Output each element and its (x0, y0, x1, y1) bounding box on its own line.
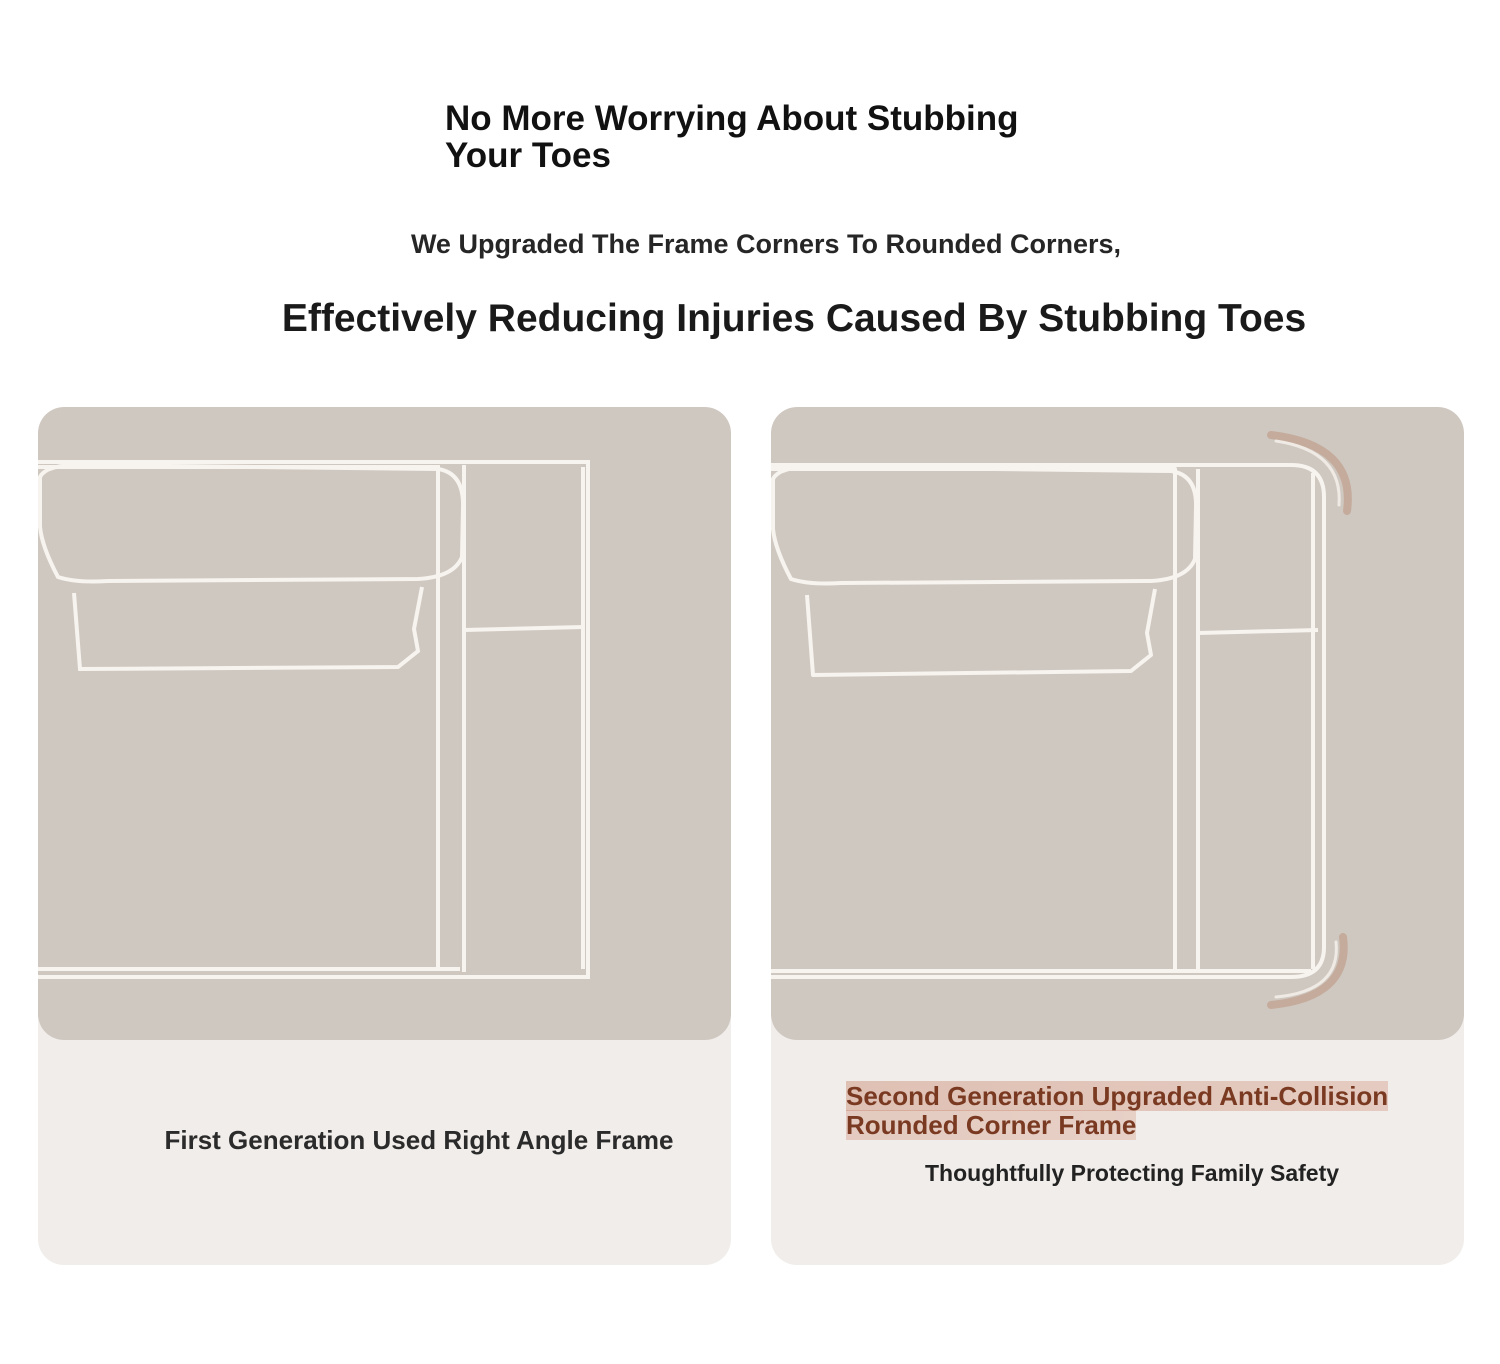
first-generation-caption: First Generation Used Right Angle Frame (164, 1125, 674, 1155)
first-generation-card (38, 407, 731, 1265)
second-generation-caption (846, 1082, 1406, 1140)
rounded-corner-frame-illustration (771, 407, 1464, 1040)
subheading-reducing-injuries: Effectively Reducing Injuries Caused By Stubbing Toes (281, 297, 1307, 340)
sofa-rounded-corner-icon (771, 407, 1464, 1040)
second-generation-caption-text: Second Generation Upgraded Anti-Collision Rounded Corner Frame (846, 1081, 1389, 1140)
right-angle-frame-illustration (38, 407, 731, 1040)
sofa-right-angle-icon (38, 407, 731, 1040)
second-generation-card (771, 407, 1464, 1265)
subheading-rounded-corners: We Upgraded The Frame Corners To Rounded Corners, (410, 229, 1122, 259)
protecting-family-caption: Thoughtfully Protecting Family Safety (925, 1160, 1340, 1186)
headline: No More Worrying About Stubbing Your Toes (445, 99, 1019, 175)
